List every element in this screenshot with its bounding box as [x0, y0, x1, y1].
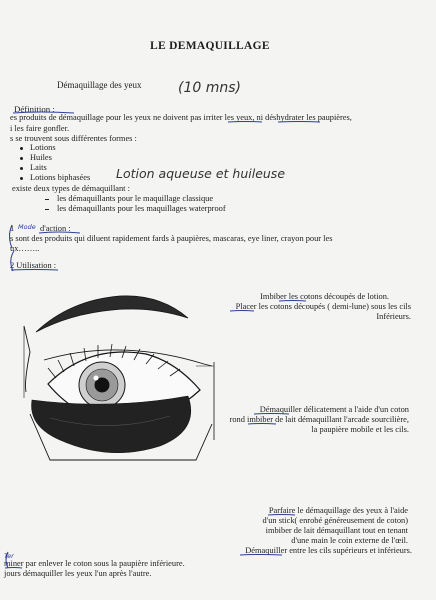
- handwritten-mode: Mode: [18, 223, 36, 231]
- utilisation-heading: 2 Utilisation :: [10, 261, 57, 270]
- step1-line-3: Inférieurs.: [376, 312, 411, 321]
- step3-line-5: Démaquiller entre les cils supérieurs et inférieurs.: [245, 546, 412, 555]
- definition-line-1: es produits de démaquillage pour les yeux ne doivent pas irriter les yeux, ni déshydrater les paupières,: [10, 113, 352, 122]
- step2-line-3: la paupière mobile et les cils.: [311, 425, 409, 434]
- handwritten-brackets: [6, 225, 14, 568]
- handwritten-ter: Ter: [4, 552, 14, 560]
- eye-illustration: [24, 296, 214, 460]
- step1-line-1: Imbiber les cotons découpés de lotion.: [260, 292, 389, 301]
- definition-line-2: i les faire gonfler.: [10, 124, 70, 133]
- form-item: Huiles: [30, 153, 52, 162]
- handwritten-lotion-note: Lotion aqueuse et huileuse: [116, 166, 286, 181]
- handwritten-underlines: [5, 112, 320, 568]
- step3-line-2: d'un stick( enrobé généreusement de coton): [262, 516, 408, 525]
- handwritten-time-note: (10 mns): [178, 80, 241, 96]
- step3-line-1: Parfaire le démaquillage des yeux à l'aide: [268, 506, 408, 515]
- step3-line-4: d'une main le coin externe de l'œil.: [291, 536, 408, 545]
- definition-heading: Définition :: [14, 104, 55, 114]
- form-item: Laits: [30, 163, 47, 172]
- step2-line-2: rond imbiber de lait démaquillant l'arcade sourcilière,: [229, 415, 409, 424]
- section-subtitle: Démaquillage des yeux: [57, 80, 142, 90]
- step2-line-1: Démaquiller délicatement a l'aide d'un coton: [259, 405, 409, 414]
- mode-action-line-1: s sont des produits qui diluent rapidement fards à paupières, mascaras, eye liner, crayon pour les: [10, 234, 333, 243]
- final-line-1: miner par enlever le coton sous la paupière inférieure.: [4, 559, 185, 568]
- step1-line-2: Placer les cotons découpés ( demi-lune) sous les cils: [235, 302, 411, 311]
- mode-action-line-2: ux……..: [10, 244, 40, 253]
- type-item: les démaquillants pour les maquillages waterproof: [57, 204, 226, 213]
- cotton-pad: [32, 396, 191, 453]
- page-title: LE DEMAQUILLAGE: [150, 40, 270, 52]
- form-item: Lotions: [30, 143, 56, 152]
- final-line-2: jours démaquiller les yeux l'un après l'autre.: [4, 569, 152, 578]
- definition-line-3: s se trouvent sous différentes formes :: [10, 134, 137, 143]
- types-intro: existe deux types de démaquillant :: [12, 184, 130, 193]
- eyebrow: [36, 296, 188, 332]
- form-item: Lotions biphasées: [30, 173, 91, 182]
- step3-line-3: imbiber de lait démaquillant tout en tenant: [265, 526, 408, 535]
- mode-action-number: 1: [10, 224, 15, 233]
- mode-action-heading: d'action :: [40, 224, 71, 233]
- type-item: les démaquillants pour le maquillage classique: [57, 194, 214, 203]
